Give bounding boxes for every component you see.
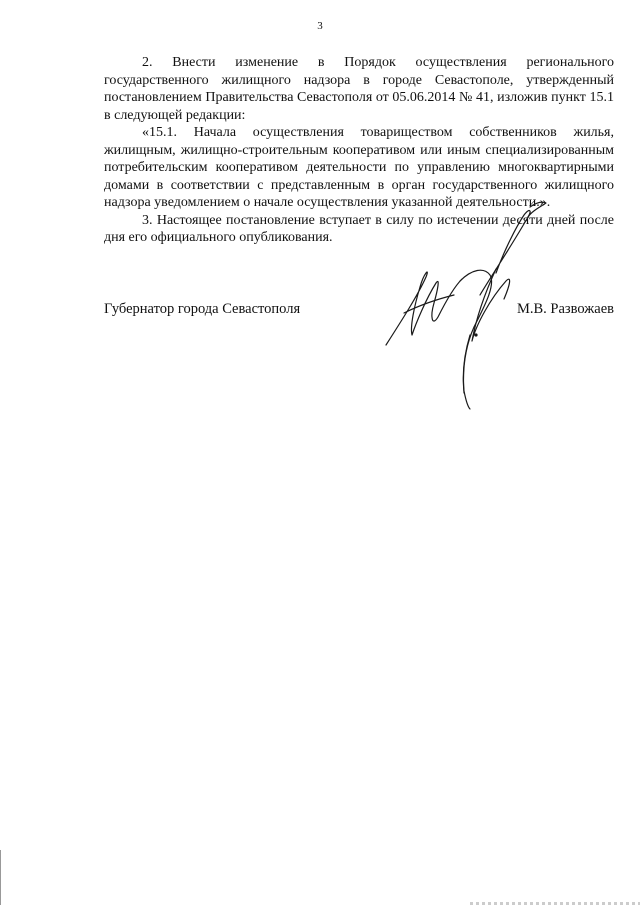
signatory-name: М.В. Развожаев [516,301,614,317]
page-number: 3 [317,20,323,32]
paragraph-item-2: 2. Внести изменение в Порядок осуществления регионального государственного жилищного надзора в городе Севастополе, утвержденный постановлением Правительства Севастополя от 05.06.2014 № 41, изложив пункт 15.1 в следующей редакции: [104,55,614,123]
signatory-title: Губернатор города Севастополя [104,301,301,317]
paragraph-quoted-item-15-1: «15.1. Начала осуществления товариществом собственников жилья, жилищным, жилищно-строительным кооперативом или иным специализированным потребительским кооперативом деятельности по управлению многоквартирными домами в соответствии с представленным в орган государственного жилищного надзора уведомлением о начале осуществления указанной деятельности.». [104,125,614,210]
handwritten-signature [380,195,560,410]
scan-edge-mark [0,850,1,905]
paragraph-item-3: 3. Настоящее постановление вступает в силу по истечении десяти дней после дня его официального опубликования. [104,212,614,245]
